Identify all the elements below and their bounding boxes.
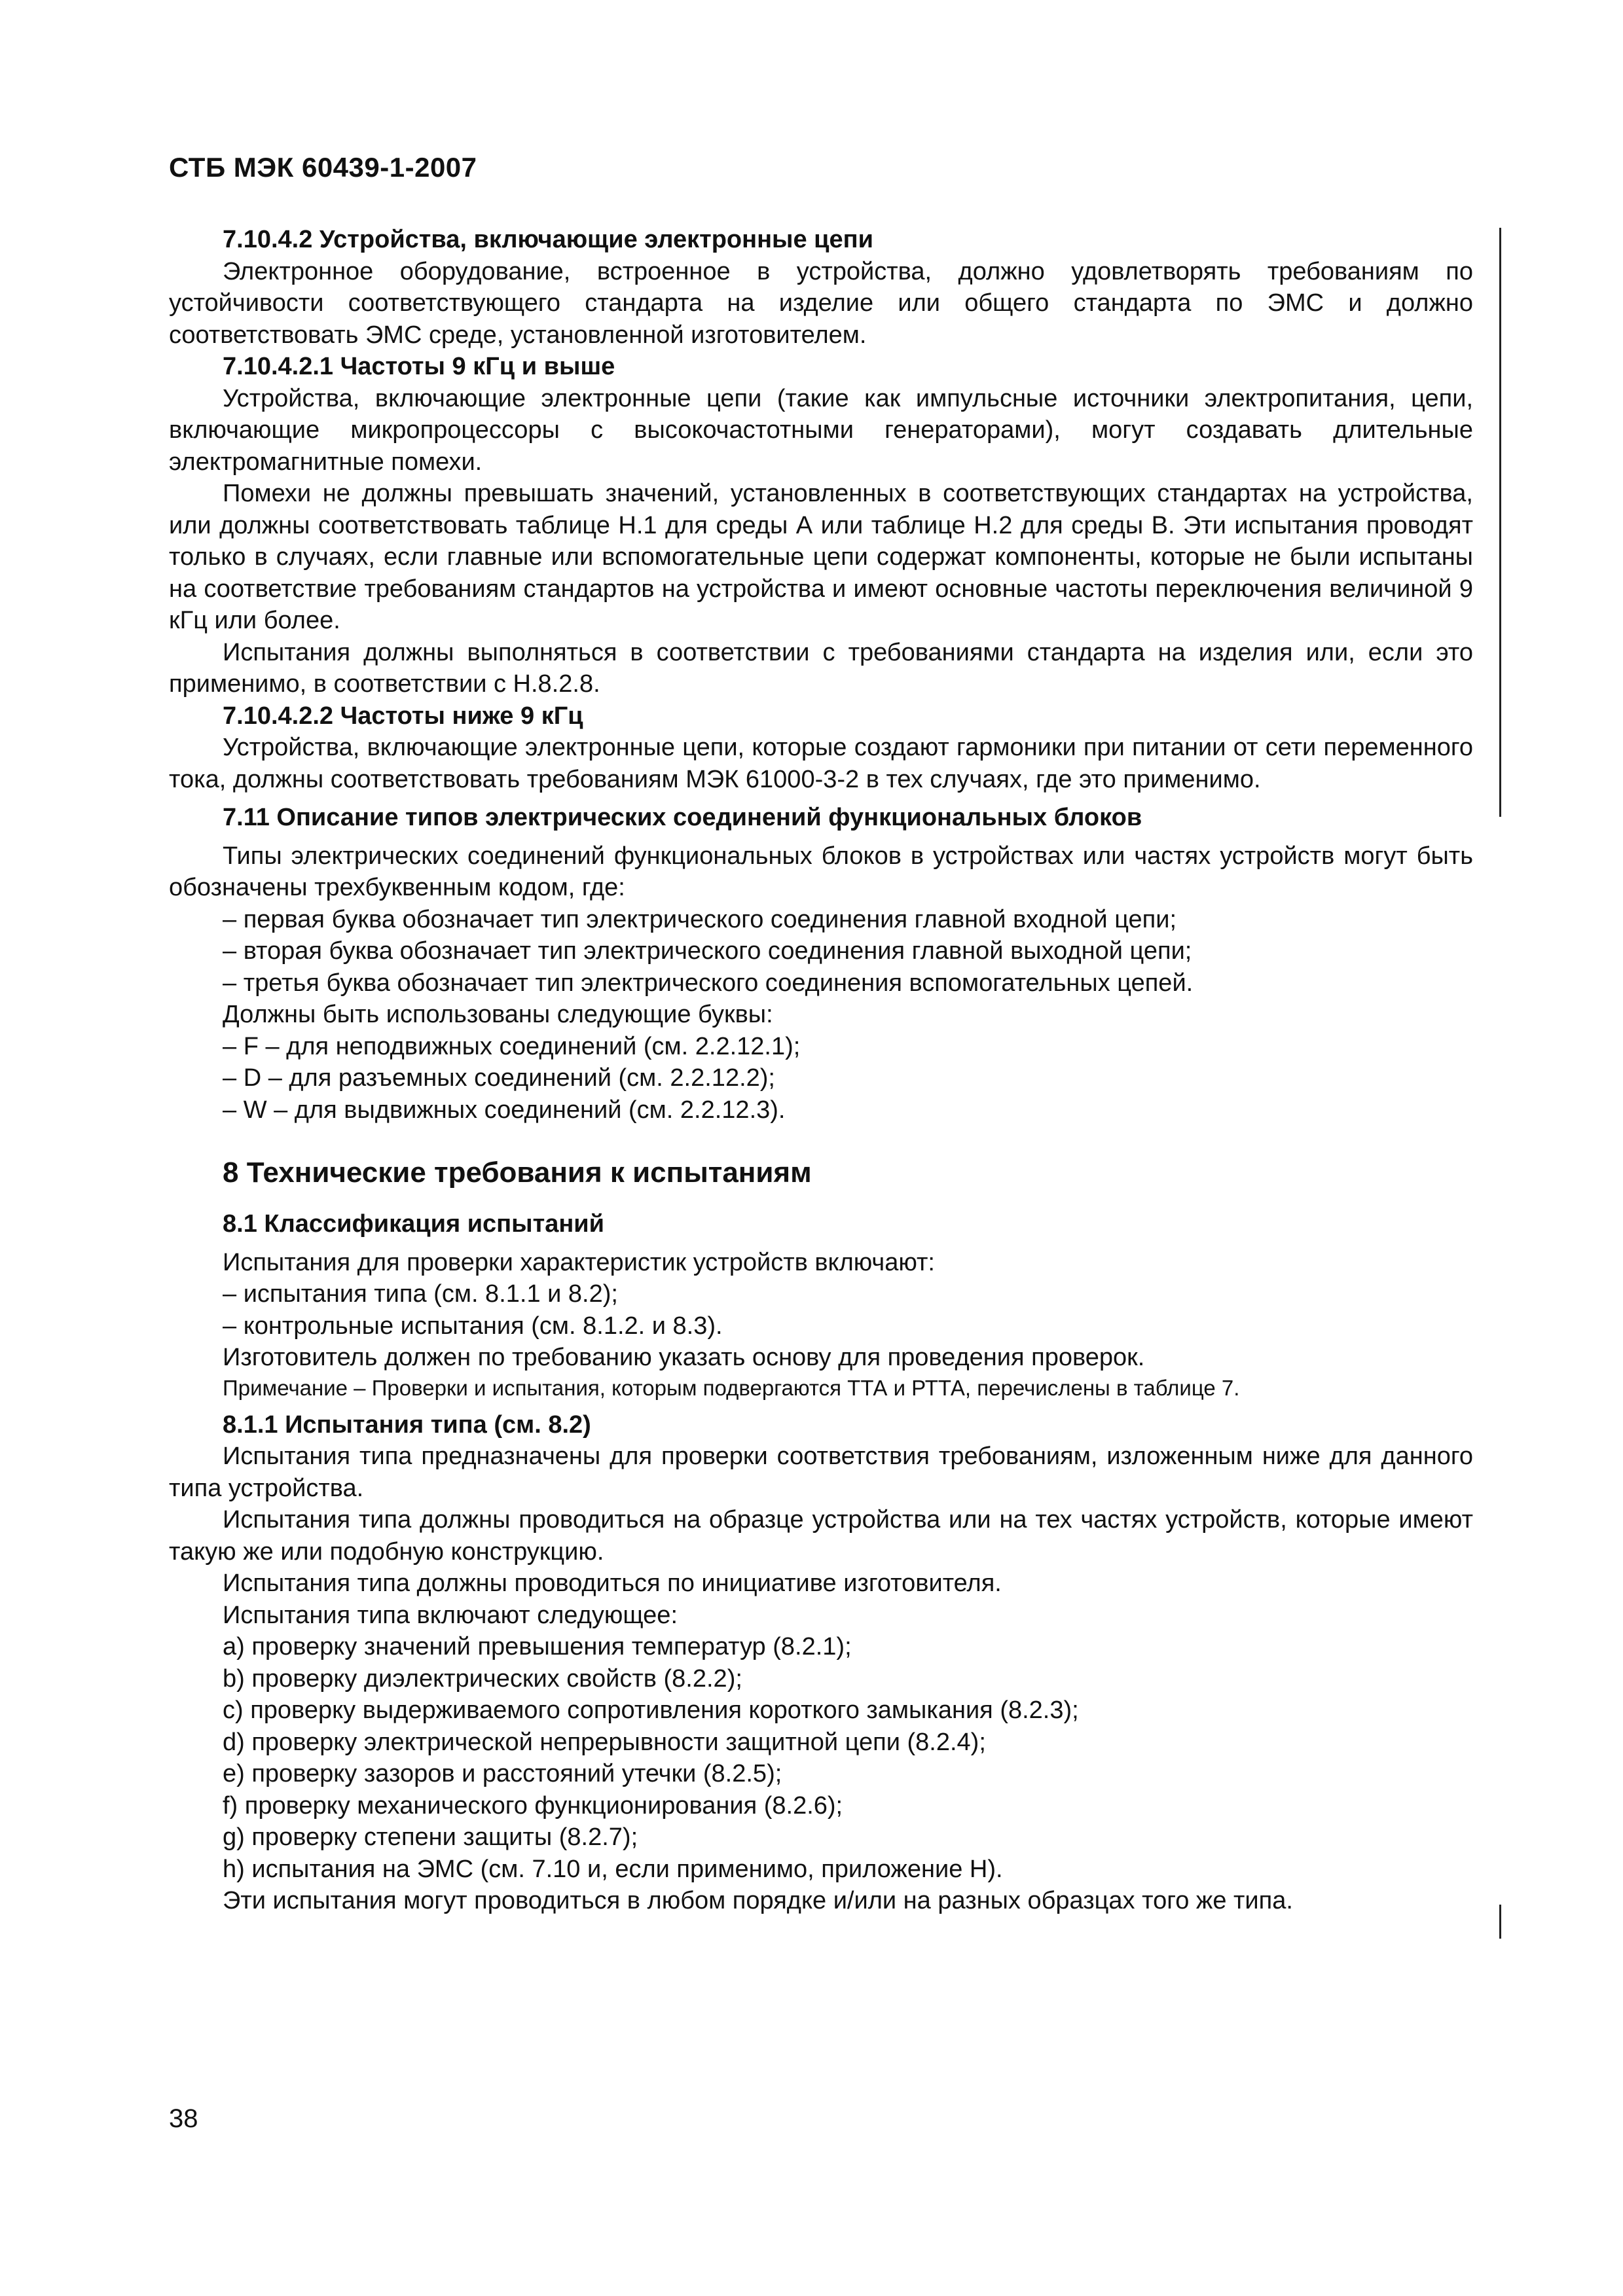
list-item: g) проверку степени защиты (8.2.7); — [223, 1823, 638, 1851]
list-item: a) проверку значений превышения температур (8.2.1); — [223, 1633, 852, 1660]
list-item: e) проверку зазоров и расстояний утечки (8.2.5); — [223, 1760, 782, 1787]
paragraph: Испытания типа включают следующее: — [223, 1601, 678, 1629]
revision-change-bar — [1499, 1905, 1501, 1939]
list-item: f) проверку механического функционирования (8.2.6); — [223, 1791, 843, 1820]
list-item: h) испытания на ЭМС (см. 7.10 и, если применимо, приложение H). — [223, 1855, 1003, 1883]
revision-change-bar — [1499, 228, 1501, 817]
section-heading-8-1: 8.1 Классификация испытаний — [223, 1210, 605, 1238]
paragraph: Типы электрических соединений функциональных блоков в устройствах или частях устройств могут быть обозначены трехбуквенным кодом, где: — [169, 842, 1473, 901]
paragraph: Испытания должны выполняться в соответствии с требованиями стандарта на изделия или, если это применимо, в соответствии с H.8.2.8. — [169, 638, 1473, 698]
section-heading-7-10-4-2-2: 7.10.4.2.2 Частоты ниже 9 кГц — [223, 702, 583, 730]
paragraph: Помехи не должны превышать значений, установленных в соответствующих стандартах на устройства, или должны соответствовать таблице H.1 для среды А или таблице H.2 для среды В. Эти испытания проводят только в случаях, если главные или вспомогательные цепи содержат компоненты, которые не были испытаны на соответствие требованиям стандартов на устройства и имеют основные частоты переключения величиной 9 кГц или более. — [169, 480, 1473, 634]
list-item: – испытания типа (см. 8.1.1 и 8.2); — [223, 1280, 618, 1308]
list-item: – контрольные испытания (см. 8.1.2. и 8.3). — [223, 1312, 723, 1340]
paragraph: Устройства, включающие электронные цепи, которые создают гармоники при питании от сети переменного тока, должны соответствовать требованиям МЭК 61000-3-2 в тех случаях, где это применимо. — [169, 734, 1473, 793]
list-item: – W – для выдвижных соединений (см. 2.2.12.3). — [223, 1096, 786, 1124]
paragraph: Должны быть использованы следующие буквы: — [223, 1001, 773, 1028]
section-heading-7-10-4-2: 7.10.4.2 Устройства, включающие электронные цепи — [223, 226, 873, 253]
section-heading-7-10-4-2-1: 7.10.4.2.1 Частоты 9 кГц и выше — [223, 353, 615, 380]
list-item: – F – для неподвижных соединений (см. 2.2.12.1); — [223, 1032, 801, 1060]
list-item: c) проверку выдерживаемого сопротивления короткого замыкания (8.2.3); — [223, 1696, 1079, 1724]
list-item: d) проверку электрической непрерывности защитной цепи (8.2.4); — [223, 1728, 986, 1756]
paragraph: Испытания типа должны проводиться на образце устройства или на тех частях устройств, которые имеют такую же или подобную конструкцию. — [169, 1506, 1473, 1566]
paragraph: Изготовитель должен по требованию указать основу для проведения проверок. — [223, 1344, 1145, 1371]
document-body — [169, 224, 1473, 1917]
section-heading-8-1-1: 8.1.1 Испытания типа (см. 8.2) — [223, 1410, 591, 1439]
list-item: b) проверку диэлектрических свойств (8.2.2); — [223, 1664, 742, 1693]
paragraph: Испытания для проверки характеристик устройств включают: — [223, 1248, 935, 1276]
paragraph: Устройства, включающие электронные цепи (такие как импульсные источники электропитания, цепи, включающие микропроцессоры с высокочастотными генераторами), могут создавать длительные электромагнитные помехи. — [169, 384, 1473, 476]
paragraph: Электронное оборудование, встроенное в устройства, должно удовлетворять требованиям по устойчивости соответствующего стандарта на изделие или общего стандарта по ЭМС и должно соответствовать ЭМС среде, установленной изготовителем. — [169, 257, 1473, 349]
list-item: – первая буква обозначает тип электрического соединения главной входной цепи; — [223, 905, 1177, 933]
list-item: – вторая буква обозначает тип электрического соединения главной выходной цепи; — [223, 937, 1192, 965]
paragraph: Испытания типа должны проводиться по инициативе изготовителя. — [223, 1570, 1002, 1597]
list-item: – D – для разъемных соединений (см. 2.2.12.2); — [223, 1064, 775, 1092]
section-heading-7-11: 7.11 Описание типов электрических соединений функциональных блоков — [223, 804, 1142, 831]
list-item: – третья буква обозначает тип электрического соединения вспомогательных цепей. — [223, 969, 1194, 997]
page-number: 38 — [169, 2104, 198, 2133]
note: Примечание – Проверки и испытания, которым подвергаются ТТА и РТТА, перечислены в таблице 7. — [223, 1375, 1240, 1400]
document-header: СТБ МЭК 60439-1-2007 — [169, 152, 477, 183]
paragraph: Эти испытания могут проводиться в любом порядке и/или на разных образцах того же типа. — [223, 1887, 1293, 1914]
section-heading-8: 8 Технические требования к испытаниям — [223, 1157, 812, 1189]
paragraph: Испытания типа предназначены для проверки соответствия требованиям, изложенным ниже для данного типа устройства. — [169, 1443, 1473, 1502]
